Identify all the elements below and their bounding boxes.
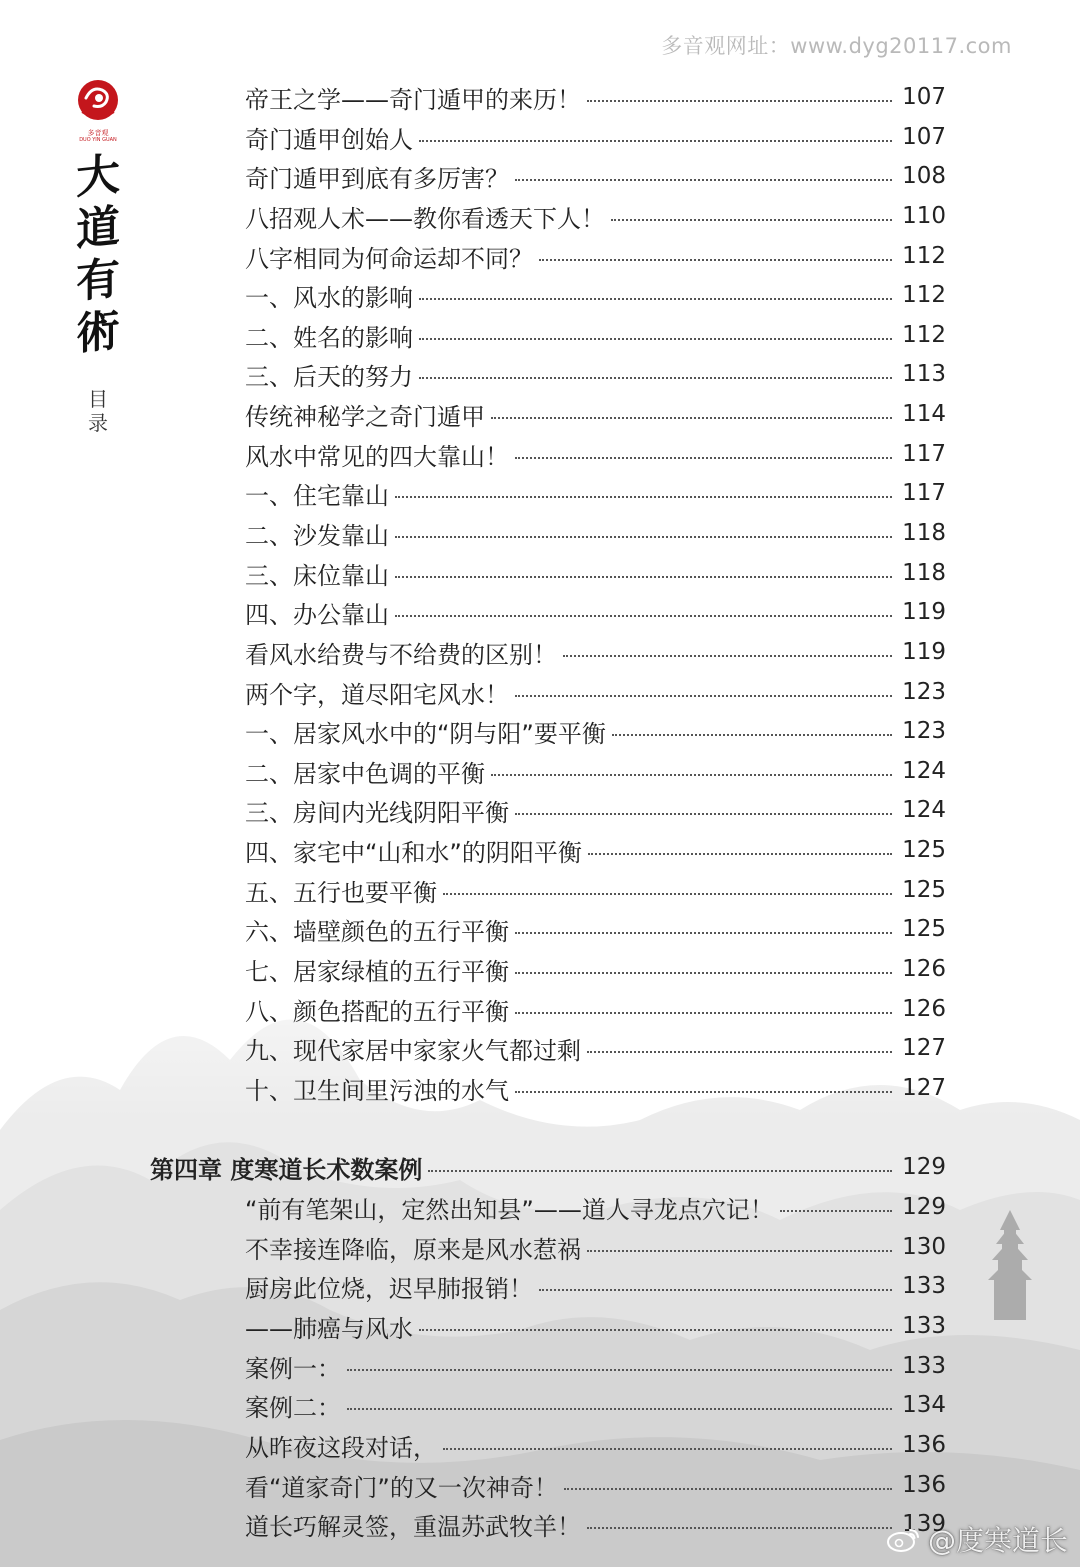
toc-entry[interactable] [245, 952, 946, 986]
toc-page-number: 133 [902, 1273, 946, 1299]
toc-page-number: 125 [902, 837, 946, 863]
logo-text-cn: 多音观 [87, 129, 109, 137]
toc-entry-title: 五、五行也要平衡 [245, 878, 437, 907]
toc-leader-dots [419, 298, 892, 300]
toc-page-number: 133 [902, 1313, 946, 1339]
toc-page-number: 117 [902, 480, 946, 506]
toc-entry-title: 三、房间内光线阴阳平衡 [245, 798, 509, 827]
toc-page-number: 112 [902, 322, 946, 348]
toc-leader-dots [419, 1329, 892, 1331]
toc-page-number: 124 [902, 797, 946, 823]
toc-entry[interactable] [245, 793, 946, 827]
toc-page-number: 118 [902, 560, 946, 586]
toc-entry[interactable] [245, 278, 946, 312]
weibo-watermark [886, 1519, 1068, 1559]
toc-leader-dots [587, 1250, 892, 1252]
book-title-char: 術 [76, 304, 120, 361]
toc-leader-dots [491, 417, 892, 419]
toc-page-number: 110 [902, 203, 946, 229]
toc-entry-title: 案例二： [245, 1393, 341, 1422]
toc-entry-title: 六、墙壁颜色的五行平衡 [245, 917, 509, 946]
toc-leader-dots [515, 695, 892, 697]
toc-entry[interactable] [245, 1309, 946, 1343]
toc-leader-dots [419, 377, 892, 379]
section-label-contents [70, 387, 126, 435]
toc-page-number: 107 [902, 124, 946, 150]
toc-entry-title: 道长巧解灵签，重温苏武牧羊！ [245, 1512, 581, 1541]
toc-leader-dots [395, 496, 892, 498]
toc-entry[interactable] [245, 675, 946, 709]
toc-page-number: 119 [902, 599, 946, 625]
toc-entry[interactable] [245, 754, 946, 788]
toc-entry-title: 二、居家中色调的平衡 [245, 759, 485, 788]
toc-leader-dots [611, 219, 892, 221]
toc-entry[interactable] [245, 1388, 946, 1422]
toc-entry[interactable] [245, 714, 946, 748]
toc-entry[interactable] [245, 1230, 946, 1264]
toc-entry[interactable] [245, 833, 946, 867]
toc-entry[interactable] [245, 992, 946, 1026]
toc-entry-title: 一、风水的影响 [245, 283, 413, 312]
toc-entry[interactable] [245, 397, 946, 431]
toc-leader-dots [587, 1527, 892, 1529]
toc-entry-title: 奇门遁甲创始人 [245, 125, 413, 154]
toc-leader-dots [515, 179, 892, 181]
toc-leader-dots [395, 576, 892, 578]
toc-leader-dots [443, 1448, 892, 1450]
toc-entry[interactable] [245, 1031, 946, 1065]
toc-entry[interactable] [245, 159, 946, 193]
toc-entry[interactable] [245, 1071, 946, 1105]
toc-page-number: 125 [902, 877, 946, 903]
toc-chapter-heading[interactable] [150, 1150, 946, 1184]
toc-leader-dots [515, 972, 892, 974]
toc-leader-dots [563, 655, 892, 657]
toc-entry-title: 九、现代家居中家家火气都过剩 [245, 1036, 581, 1065]
toc-entry-title: 厨房此位烧，迟早肺报销！ [245, 1274, 533, 1303]
toc-entry[interactable] [245, 239, 946, 273]
toc-leader-dots [587, 1051, 892, 1053]
toc-page-number: 133 [902, 1353, 946, 1379]
toc-page-number: 139 [902, 1511, 946, 1537]
book-title-char: 有 [76, 252, 120, 309]
toc-page-number: 117 [902, 441, 946, 467]
toc-entry-title: 看风水给费与不给费的区别！ [245, 640, 557, 669]
toc-entry[interactable] [245, 476, 946, 510]
toc-entry[interactable] [245, 556, 946, 590]
weibo-icon [886, 1524, 922, 1554]
toc-entry[interactable] [245, 1190, 946, 1224]
toc-entry[interactable] [245, 80, 946, 114]
toc-leader-dots [515, 932, 892, 934]
toc-leader-dots [395, 536, 892, 538]
toc-leader-dots [428, 1170, 892, 1172]
logo-text-en: DUO YIN GUAN [79, 137, 117, 143]
book-title [70, 148, 126, 361]
toc-page-number: 124 [902, 758, 946, 784]
sidebar [70, 76, 126, 435]
toc-entry[interactable] [245, 1269, 946, 1303]
toc-entry[interactable] [245, 437, 946, 471]
toc-entry-title: 八招观人术——教你看透天下人！ [245, 204, 605, 233]
toc-entry[interactable] [245, 1428, 946, 1462]
toc-entry[interactable] [245, 873, 946, 907]
toc-leader-dots [443, 893, 892, 895]
toc-entry[interactable] [245, 1349, 946, 1383]
toc-entry[interactable] [245, 318, 946, 352]
book-title-char: 大 [76, 148, 120, 205]
toc-leader-dots [515, 813, 892, 815]
toc-page-number: 108 [902, 163, 946, 189]
toc-entry-title: 十、卫生间里污浊的水气 [245, 1076, 509, 1105]
toc-entry-title: 一、住宅靠山 [245, 481, 389, 510]
toc-entry-title: 四、办公靠山 [245, 600, 389, 629]
toc-entry-title: “前有笔架山，定然出知县”——道人寻龙点穴记！ [245, 1195, 774, 1224]
toc-entry-title: 二、沙发靠山 [245, 521, 389, 550]
toc-page-number: 130 [902, 1234, 946, 1260]
toc-leader-dots [612, 734, 892, 736]
toc-page-number: 119 [902, 639, 946, 665]
toc-leader-dots [587, 100, 892, 102]
site-url-watermark: 多音观网址：www.dyg20117.com [661, 34, 1012, 58]
toc-entry-title: 三、后天的努力 [245, 362, 413, 391]
toc-entry[interactable] [245, 595, 946, 629]
toc-entry[interactable] [245, 516, 946, 550]
toc-page-number: 136 [902, 1432, 946, 1458]
toc-leader-dots [491, 774, 892, 776]
toc-page-number: 127 [902, 1075, 946, 1101]
toc-entry[interactable] [245, 1468, 946, 1502]
toc-entry-title: ——肺癌与风水 [245, 1314, 413, 1343]
toc-leader-dots [564, 1488, 892, 1490]
toc-leader-dots [419, 338, 892, 340]
toc-entry-title: 看“道家奇门”的又一次神奇！ [245, 1473, 558, 1502]
toc-entry[interactable] [245, 357, 946, 391]
toc-entry-title: 七、居家绿植的五行平衡 [245, 957, 509, 986]
book-title-char: 道 [76, 200, 120, 257]
toc-page-number: 114 [902, 401, 946, 427]
toc-entry-title: 一、居家风水中的“阴与阳”要平衡 [245, 719, 606, 748]
toc-page-number: 113 [902, 361, 946, 387]
toc-page-number: 126 [902, 956, 946, 982]
toc-entry-title: 帝王之学——奇门遁甲的来历！ [245, 85, 581, 114]
toc-entry-title: 八字相同为何命运却不同？ [245, 244, 533, 273]
toc-leader-dots [395, 615, 892, 617]
logo-icon [72, 76, 124, 128]
toc-entry-title: 不幸接连降临，原来是风水惹祸 [245, 1235, 581, 1264]
toc-page-number: 134 [902, 1392, 946, 1418]
toc-leader-dots [539, 259, 892, 261]
toc-entry-title: 二、姓名的影响 [245, 323, 413, 352]
toc-page-number: 136 [902, 1472, 946, 1498]
toc-leader-dots [515, 1091, 892, 1093]
toc-entry-title: 八、颜色搭配的五行平衡 [245, 997, 509, 1026]
toc-page-number: 129 [902, 1194, 946, 1220]
toc-entry[interactable] [245, 1507, 946, 1541]
toc-entry-title: 两个字，道尽阳宅风水！ [245, 680, 509, 709]
toc-page-number: 112 [902, 282, 946, 308]
toc-leader-dots [347, 1408, 892, 1410]
toc-page-number: 123 [902, 718, 946, 744]
toc-entry[interactable] [245, 199, 946, 233]
toc-page-number: 129 [902, 1154, 946, 1180]
toc-entry-title: 风水中常见的四大靠山！ [245, 442, 509, 471]
toc-entry-title: 传统神秘学之奇门遁甲 [245, 402, 485, 431]
toc-entry-title: 案例一： [245, 1354, 341, 1383]
toc-entry-title: 第四章 度寒道长术数案例 [150, 1154, 423, 1184]
toc-page-number: 112 [902, 243, 946, 269]
toc-leader-dots [588, 853, 892, 855]
section-label-char: 录 [88, 411, 108, 435]
toc-page-number: 127 [902, 1035, 946, 1061]
toc-entry-title: 三、床位靠山 [245, 561, 389, 590]
toc-leader-dots [515, 457, 892, 459]
toc-leader-dots [780, 1210, 892, 1212]
toc-entry-title: 奇门遁甲到底有多厉害？ [245, 164, 509, 193]
toc-entry[interactable] [245, 635, 946, 669]
toc-leader-dots [419, 140, 892, 142]
toc-page-number: 123 [902, 679, 946, 705]
toc-page-number: 125 [902, 916, 946, 942]
toc-leader-dots [515, 1012, 892, 1014]
toc-entry[interactable] [245, 912, 946, 946]
toc-entry-title: 从昨夜这段对话， [245, 1433, 437, 1462]
toc-page-number: 118 [902, 520, 946, 546]
section-label-char: 目 [88, 387, 108, 411]
toc-leader-dots [347, 1369, 892, 1371]
toc-entry[interactable] [245, 120, 946, 154]
weibo-handle: @度寒道长 [927, 1524, 1068, 1557]
toc-entry-title: 四、家宅中“山和水”的阴阳平衡 [245, 838, 582, 867]
toc-page-number: 126 [902, 996, 946, 1022]
toc-page-number: 107 [902, 84, 946, 110]
toc-leader-dots [539, 1289, 892, 1291]
